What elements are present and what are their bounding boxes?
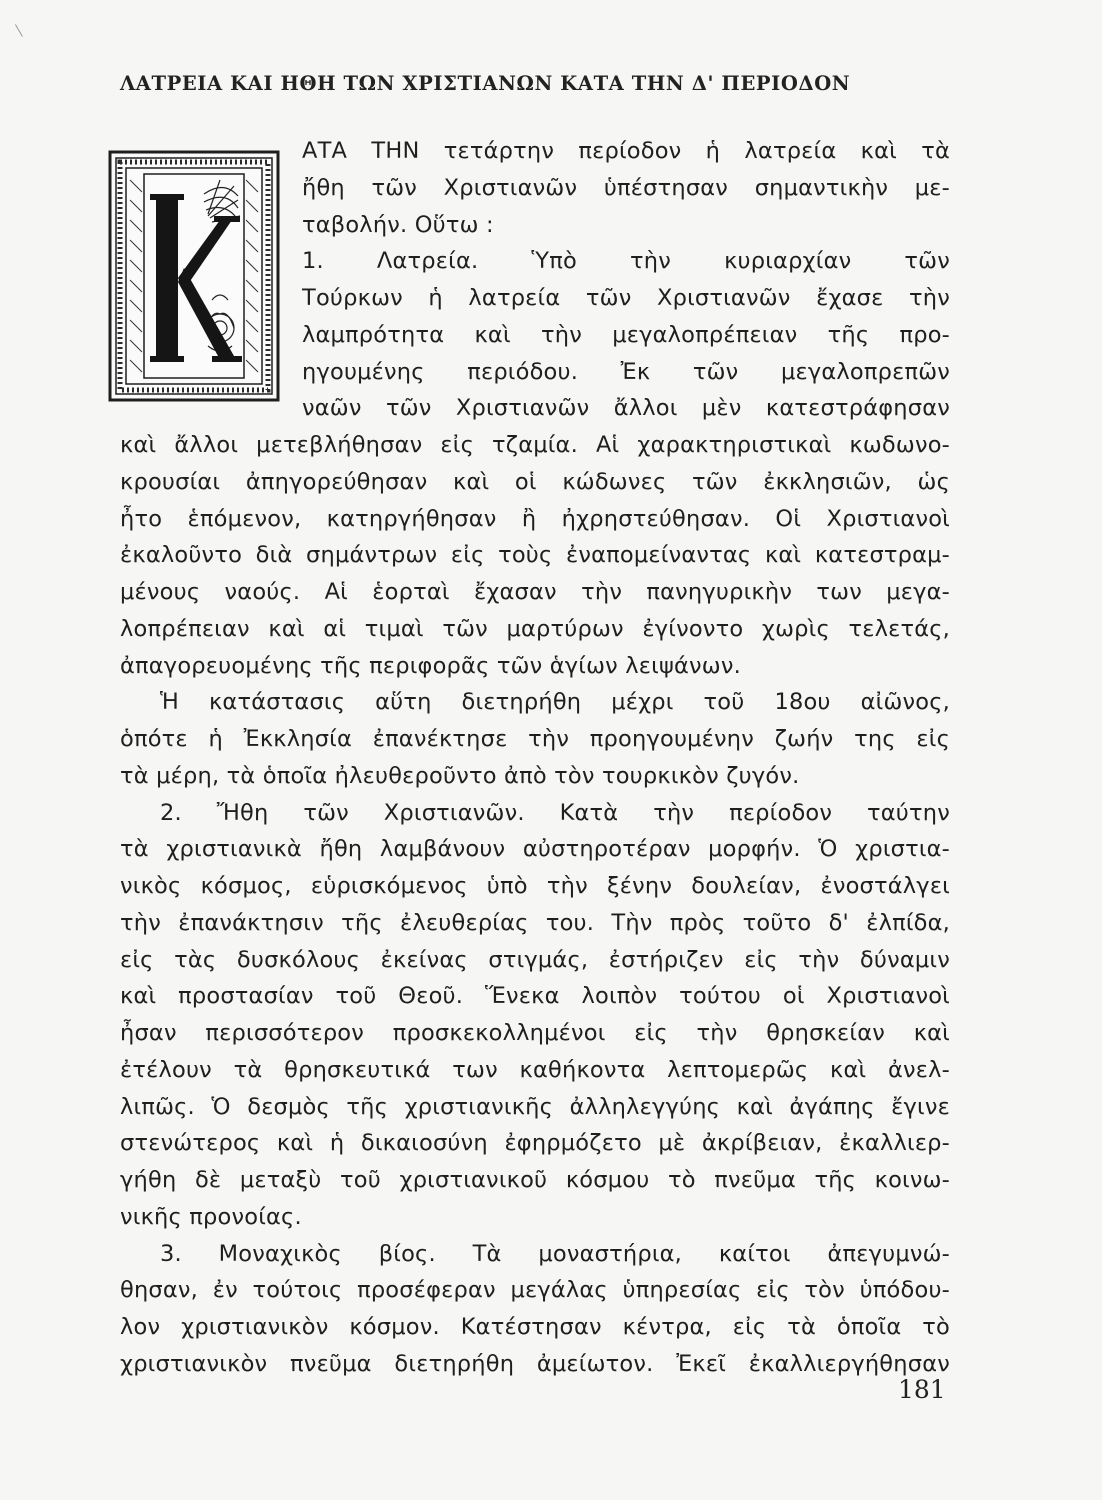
body-text [120, 133, 950, 1383]
text-line: ἀπαγορευομένης τῆς περιφορᾶς τῶν ἁγίων λειψάνων. [120, 652, 741, 679]
text-line: τὰ μέρη, τὰ ὁποῖα ἠλευθεροῦντο ἀπὸ τὸν τουρκικὸν ζυγόν. [120, 762, 800, 789]
text-line: Τούρκων ἡ λατρεία τῶν Χριστιανῶν ἔχασε τὴν [302, 285, 950, 311]
text-line: θησαν, ἐν τούτοις προσέφεραν μεγάλας ὑπηρεσίας εἰς τὸν ὑπόδου- [120, 1277, 950, 1304]
text-line: εἰς τὰς δυσκόλους ἐκείνας στιγμάς, ἐστήριζεν εἰς τὴν δύναμιν [120, 946, 950, 973]
text-line: ἦτο ἑπόμενον, κατηργήθησαν ἢ ἠχρηστεύθησαν. Οἱ Χριστιανοὶ [120, 505, 950, 532]
text-line: τὰ χριστιανικὰ ἤθη λαμβάνουν αὐστηροτέραν μορφήν. Ὁ χριστια- [120, 836, 950, 863]
text-line: ΑΤΑ ΤΗΝ τετάρτην περίοδον ἡ λατρεία καὶ τὰ [302, 138, 950, 164]
text-line: ηγουμένης περιόδου. Ἐκ τῶν μεγαλοπρεπῶν [302, 358, 950, 385]
text-line: χριστιανικὸν πνεῦμα διετηρήθη ἀμείωτον. Ἐκεῖ ἐκαλλιεργήθησαν [120, 1350, 950, 1377]
text-line: λιπῶς. Ὁ δεσμὸς τῆς χριστιανικῆς ἀλληλεγγύης καὶ ἀγάπης ἔγινε [120, 1093, 950, 1120]
stray-mark [15, 21, 28, 37]
text-line: νικῆς προνοίας. [120, 1203, 302, 1230]
text-line: ἐκαλοῦντο διὰ σημάντρων εἰς τοὺς ἐναπομείναντας καὶ κατεστραμ- [120, 542, 950, 569]
text-line: στενώτερος καὶ ἡ δικαιοσύνη ἐφηρμόζετο μὲ ἀκρίβειαν, ἐκαλλιερ- [120, 1130, 950, 1157]
text-line: καὶ προστασίαν τοῦ Θεοῦ. Ἕνεκα λοιπὸν τούτου οἱ Χριστιανοὶ [120, 983, 950, 1010]
text-line: ἐτέλουν τὰ θρησκευτικά των καθήκοντα λεπτομερῶς καὶ ἀνελ- [120, 1056, 950, 1083]
page-number: 181 [898, 1375, 946, 1404]
section-heading-latreia: 1. Λατρεία. Ὑπὸ τὴν κυριαρχίαν τῶν [302, 248, 950, 275]
text-line: τὴν ἐπανάκτησιν τῆς ἐλευθερίας του. Τὴν πρὸς τοῦτο δ' ἐλπίδα, [120, 909, 950, 936]
text-line: ὁπότε ἡ Ἐκκλησία ἐπανέκτησε τὴν προηγουμένην ζωήν της εἰς [120, 726, 950, 752]
section-heading-monachikos-bios: 3. Μοναχικὸς βίος. Τὰ μοναστήρια, καίτοι ἀπεγυμνώ- [160, 1240, 950, 1267]
text-line: νικὸς κόσμος, εὑρισκόμενος ὑπὸ τὴν ξένην δουλείαν, ἐνοστάλγει [120, 873, 950, 899]
text-line: κρουσίαι ἀπηγορεύθησαν καὶ οἱ κώδωνες τῶν ἐκκλησιῶν, ὡς [120, 468, 950, 495]
section-heading-ethe: 2. Ἤθη τῶν Χριστιανῶν. Κατὰ τὴν περίοδον ταύτην [160, 799, 950, 826]
text-line: λαμπρότητα καὶ τὴν μεγαλοπρέπειαν τῆς προ- [302, 321, 950, 348]
text-line: ἦσαν περισσότερον προσκεκολλημένοι εἰς τὴν θρησκείαν καὶ [120, 1020, 950, 1046]
text-line: καὶ ἄλλοι μετεβλήθησαν εἰς τζαμία. Αἱ χαρακτηριστικαὶ κωδωνο- [120, 432, 950, 458]
running-head: ΛΑΤΡΕΙΑ ΚΑΙ ΗΘΗ ΤΩΝ ΧΡΙΣΤΙΑΝΩΝ ΚΑΤΑ ΤΗΝ Δ' ΠΕΡΙΟΔΟΝ [120, 72, 851, 95]
text-line: ναῶν τῶν Χριστιανῶν ἄλλοι μὲν κατεστράφησαν [302, 395, 950, 422]
text-line: ταβολήν. Οὕτω : [302, 211, 494, 238]
text-line: μένους ναούς. Αἱ ἑορταὶ ἔχασαν τὴν πανηγυρικὴν των μεγα- [120, 579, 950, 605]
text-line: ἤθη τῶν Χριστιανῶν ὑπέστησαν σημαντικὴν με- [302, 174, 950, 201]
text-line: γήθη δὲ μεταξὺ τοῦ χριστιανικοῦ κόσμου τὸ πνεῦμα τῆς κοινω- [120, 1167, 950, 1193]
text-line: λον χριστιανικὸν κόσμον. Κατέστησαν κέντρα, εἰς τὰ ὁποῖα τὸ [120, 1314, 950, 1340]
text-line: Ἡ κατάστασις αὕτη διετηρήθη μέχρι τοῦ 18ου αἰῶνος, [160, 689, 950, 716]
text-line: λοπρέπειαν καὶ αἱ τιμαὶ τῶν μαρτύρων ἐγίνοντο χωρὶς τελετάς, [120, 615, 950, 642]
